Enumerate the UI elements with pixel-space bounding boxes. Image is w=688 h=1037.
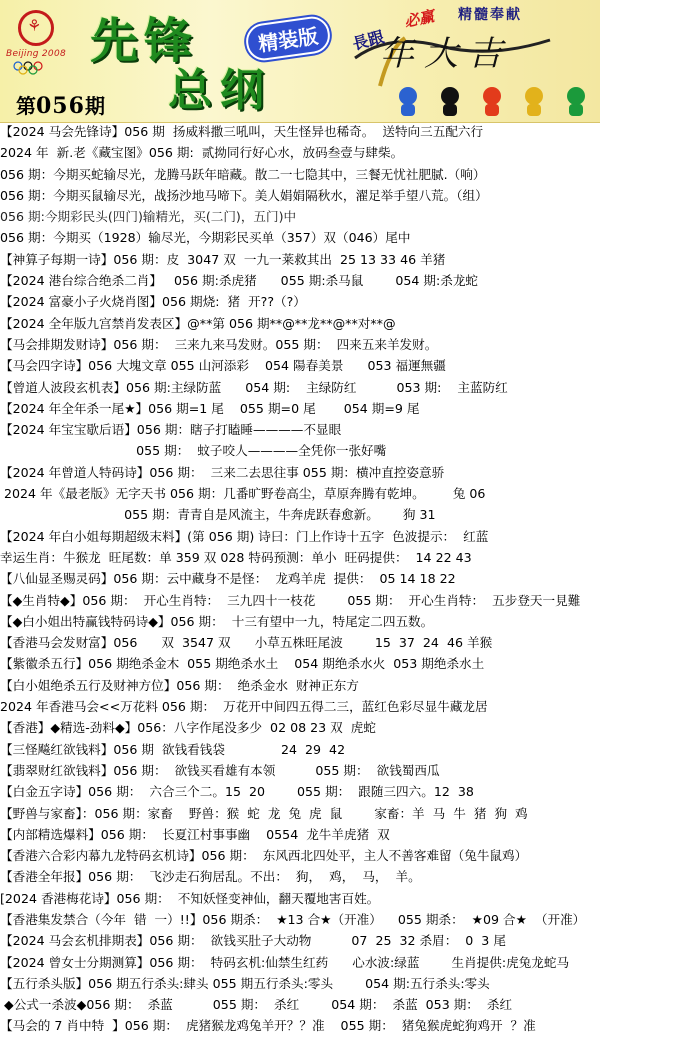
text-line: 055 期：青青自是风流主，牛奔虎跃春愈新。 狗 31	[0, 507, 436, 523]
text-line: 055 期： 蚊子咬人————全凭你一张好嘴	[0, 443, 387, 459]
text-line: 056 期：今期买鼠输尽光，战扬沙地马啼下。美人娟娟隔秋水，濯足举手望八荒。（组）	[0, 187, 488, 203]
text-line: 幸运生肖：牛猴龙 旺尾数：单 359 双 028 特码预测：单小 旺码提供： 14 22 43	[0, 549, 472, 565]
text-line: 【◆白小姐出特赢钱特码诗◆】056 期： 十三有望中一九，特尾定二四五数。	[0, 613, 434, 629]
issue-digits: 056	[36, 93, 85, 119]
text-line: 【马会四字诗】056 大塊文章 055 山河添彩 054 陽春美景 053 福運無疆	[0, 358, 446, 374]
dancing-figure-icon: ⚘	[27, 16, 42, 35]
text-line: 【2024 年全年杀一尾★】056 期=1 尾 055 期=0 尾 054 期=9 尾	[0, 400, 420, 416]
issue-suffix: 期	[84, 94, 105, 118]
text-line: [2024 香港梅花诗】056 期： 不知妖怪变神仙，翻天覆地害百姓。	[0, 890, 380, 906]
text-line: 【三怪飚红欲钱料】056 期 欲钱看钱袋 24 29 42	[0, 741, 346, 757]
text-line: 【紫徽杀五行】056 期绝杀金木 055 期绝杀水土 054 期绝杀水火 053 期绝杀水土	[0, 656, 485, 672]
title-line-1: 先锋	[90, 13, 199, 69]
text-line: 【内部精选爆料】056 期： 长夏江村事事幽 0554 龙牛羊虎猪 双	[0, 826, 390, 842]
tagline-follow: 長跟	[350, 27, 387, 54]
text-line: 【2024 马会先锋诗】056 期 扬威料撒三吼叫，天生怪异也稀奇。 送特向三五配六行	[0, 124, 484, 139]
text-line: 【香港六合彩内幕九龙特码玄机诗】056 期： 东风西北四处平，主人不善客难留（兔牛鼠鸡）	[0, 848, 528, 864]
text-line: 【◆生肖特◆】056 期： 开心生肖特： 三九四十一枝花 055 期： 开心生肖特： 五步登天一見難	[0, 592, 581, 608]
tagline-must-win: 必赢	[402, 7, 436, 31]
mascots-icon	[388, 84, 598, 118]
content-list	[0, 121, 688, 1037]
text-line: 【香港集发禁合（今年 错 一）!!】056 期杀： ★13 合★（开准） 055 期杀： ★09 合★ （开准）	[0, 911, 586, 927]
text-line: 【野兽与家畜】：056 期：家畜 野兽：猴 蛇 龙 兔 虎 鼠 家畜：羊 马 牛 猪 狗 鸡	[0, 805, 528, 821]
issue-prefix: 第	[16, 94, 36, 118]
edition-badge: 精装版	[244, 14, 332, 62]
text-line: 【2024 年宝宝歇后语】056 期：瞎子打瞌睡————不显眼	[0, 422, 342, 438]
text-line: 【马会排期发财诗】056 期： 三来九来马发财。055 期： 四来五来羊发财。	[0, 336, 438, 352]
text-line: 【翡翠财红欲钱料】056 期： 欲钱买看雄有本领 055 期： 欲钱蜀西瓜	[0, 762, 440, 778]
text-line: 2024 年香港马会<<万花料 056 期： 万花开中间四五得二三，蓝红色彩尽显牛藏龙居	[0, 699, 488, 715]
calligraphy-greeting: 年大吉	[380, 34, 512, 74]
text-line: ◆公式一杀波◆056 期： 杀蓝 055 期： 杀红 054 期： 杀蓝 053 期： 杀红	[0, 997, 513, 1013]
tagline-essence: 精髓奉献	[458, 7, 522, 23]
text-line: 2024 年《最老版》无字天书 056 期：几番旷野卷高尘，草原奔腾有乾坤。 兔 06	[0, 486, 486, 502]
text-line: 056 期：今期买（1928）输尽光，今期彩民买单（357）双（046）尾中	[0, 230, 411, 246]
text-line: 【香港全年报】056 期： 飞沙走石狗居乱。不出： 狗， 鸡， 马， 羊。	[0, 869, 421, 885]
text-line: 【马会的 7 肖中特 】056 期： 虎猪猴龙鸡兔羊开？？准 055 期： 猪兔猴虎蛇狗鸡开 ？准	[0, 1018, 536, 1034]
text-line: 【五行杀头版】056 期五行杀头:肆头 055 期五行杀头:零头 054 期:五行杀头:零头	[0, 975, 490, 991]
text-line: 【2024 年曾道人特码诗】056 期： 三来二去思往事 055 期：横冲直控姿意骄	[0, 464, 445, 480]
text-line: 【白金五字诗】056 期： 六合三个二。15 20 055 期： 跟随三四六。12 38	[0, 784, 474, 800]
text-line: 【八仙显圣赐灵码】056 期：云中藏身不是怪： 龙鸡羊虎 提供： 05 14 18 22	[0, 571, 456, 587]
title-line-2: 总纲	[168, 65, 272, 116]
issue-number	[16, 90, 105, 119]
header-banner	[0, 0, 600, 123]
text-line: 【香港马会发财富】056 双 3547 双 小草五株旺尾波 15 37 24 46 羊猴	[0, 635, 493, 651]
text-line: 【2024 港台综合绝杀二肖】 056 期:杀虎猪 055 期:杀马鼠 054 期:杀龙蛇	[0, 273, 479, 289]
text-line: 056 期：今期买蛇输尽光，龙腾马跃年暗藏。散二一七隐其中，三餐无忧社肥腻.（响）	[0, 166, 486, 182]
olympic-rings-icon	[10, 61, 58, 75]
text-line: 【2024 年白小姐每期超级末料】(第 056 期) 诗曰：门上作诗十五字 色波提示： 红蓝	[0, 528, 489, 544]
text-line: 【白小姐绝杀五行及财神方位】056 期： 绝杀金水 财神正东方	[0, 677, 359, 693]
text-line: 2024 年 新.老《藏宝图》056 期: 贰拗同行好心水，放码叁壹与肆柴。	[0, 145, 404, 161]
logo-caption: Beijing 2008	[6, 49, 66, 59]
text-line: 【2024 全年版九宫禁肖发表区】@**第 056 期**@**龙**@**对**@	[0, 315, 396, 331]
text-line: 056 期:今期彩民头(四门)输精光，买(二门)，五门)中	[0, 209, 297, 225]
text-line: 【2024 富豪小子火烧肖图】056 期烧: 猪 开??（?）	[0, 294, 306, 310]
text-line: 【神算子每期一诗】056 期：皮 3047 双 一九一莱救其出 25 13 33 46 羊猪	[0, 251, 446, 267]
text-line: 【香港】◆精选-劲料◆】056：八字作尾没多少 02 08 23 双 虎蛇	[0, 720, 376, 736]
text-line: 【曾道人波段玄机表】056 期:主绿防蓝 054 期: 主绿防红 053 期: 主蓝防红	[0, 379, 508, 395]
text-line: 【2024 马会玄机排期表】056 期： 欲钱买肚子大动物 07 25 32 杀眉： 0 3 尾	[0, 933, 506, 949]
text-line: 【2024 曾女士分期测算】056 期： 特码玄机:仙禁生红药 心水波:绿蓝 生肖提供:虎兔龙蛇马	[0, 954, 570, 970]
